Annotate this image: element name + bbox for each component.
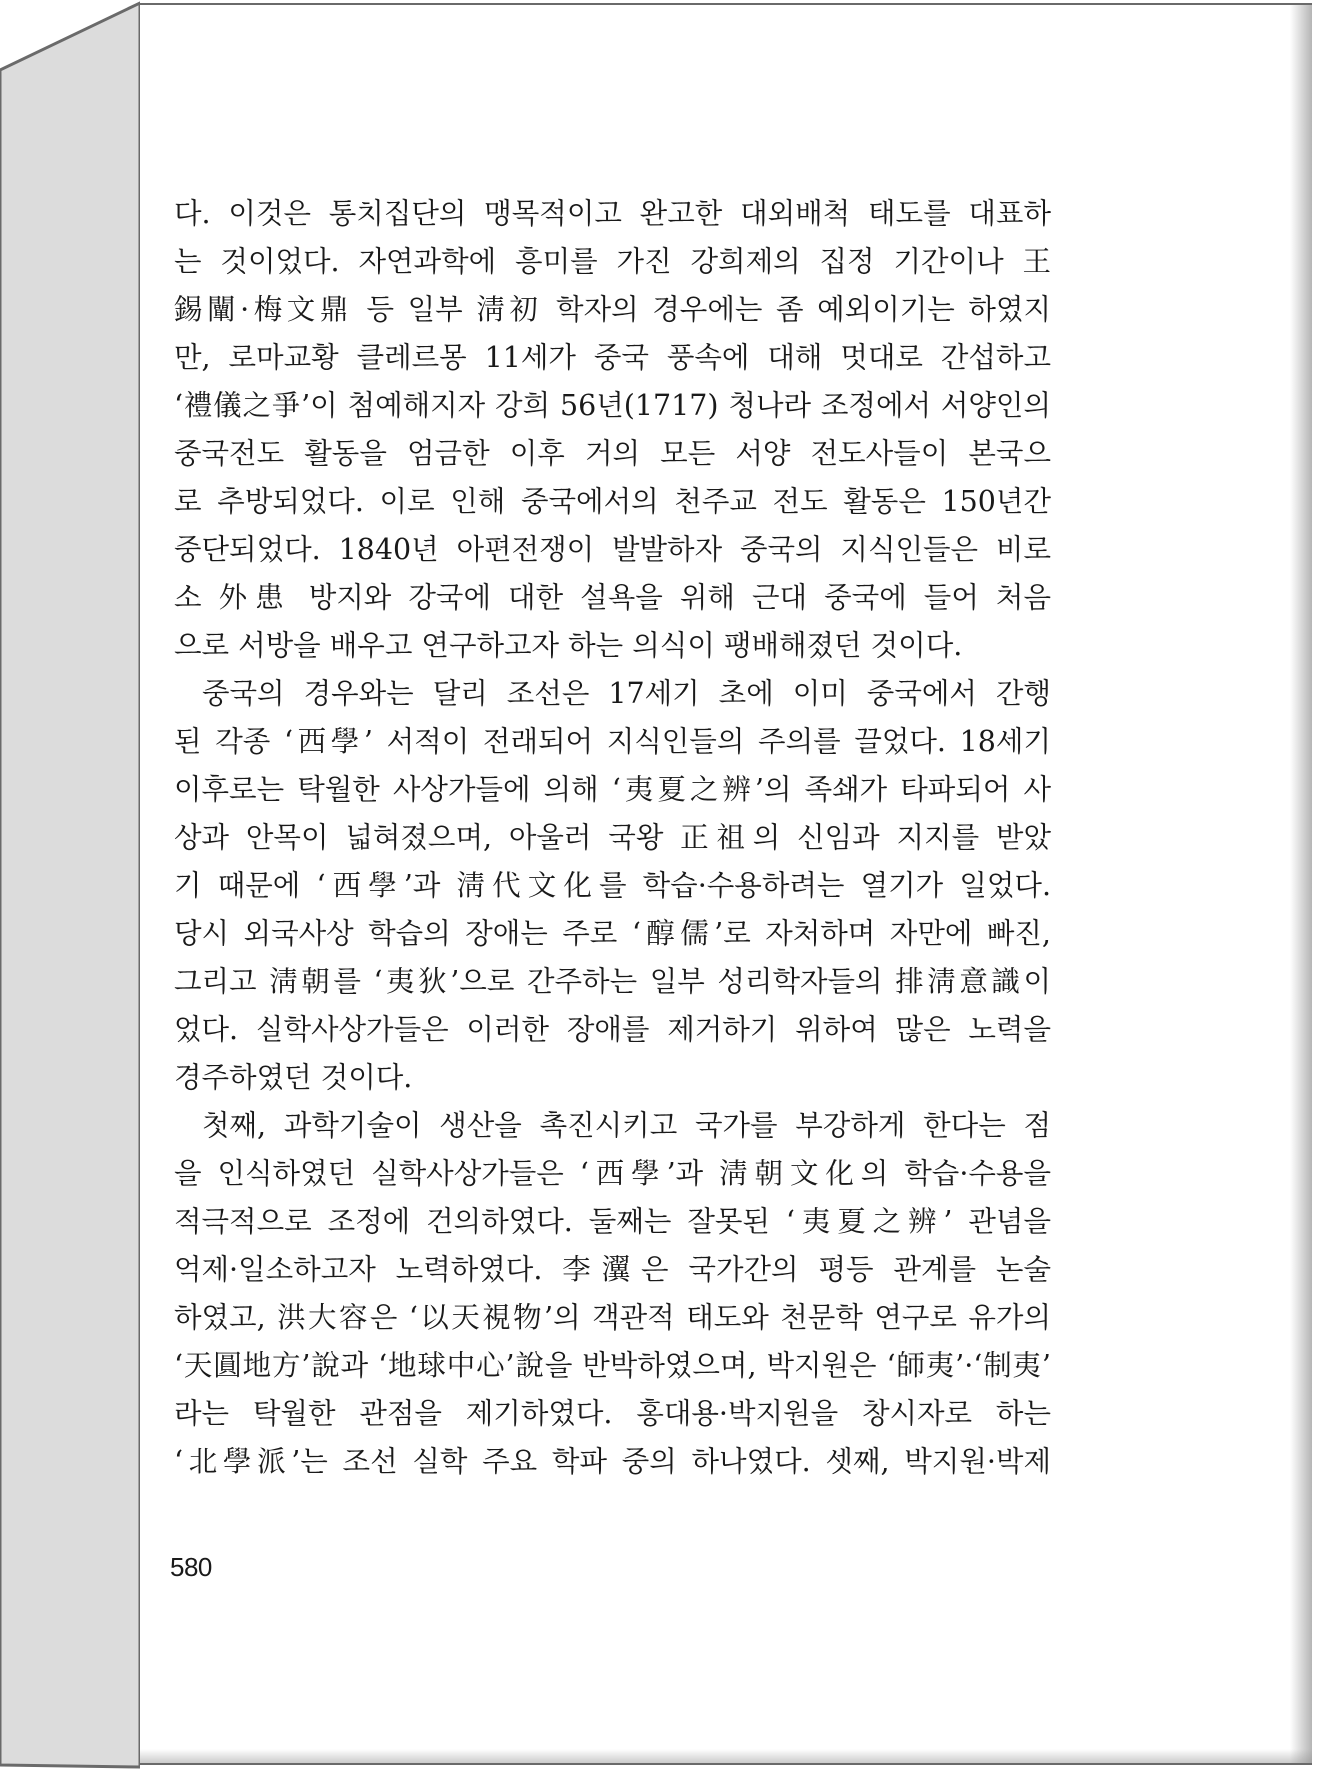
text-line: 중국전도 활동을 엄금한 이후 거의 모든 서양 전도사들이 본국으 xyxy=(174,437,1051,470)
text-line: ‘北學派’는 조선 실학 주요 학파 중의 하나였다. 셋째, 박지원·박제 xyxy=(174,1445,1051,1478)
text-line: 상과 안목이 넓혀졌으며, 아울러 국왕 正祖의 신임과 지지를 받았 xyxy=(174,821,1051,854)
text-line: 그리고 淸朝를 ‘夷狄’으로 간주하는 일부 성리학자들의 排淸意識이 xyxy=(174,965,1051,998)
text-line: 적극적으로 조정에 건의하였다. 둘째는 잘못된 ‘夷夏之辨’ 관념을 xyxy=(174,1205,1051,1238)
text-line: 다. 이것은 통치집단의 맹목적이고 완고한 대외배척 태도를 대표하 xyxy=(174,197,1051,230)
page-number: 580 xyxy=(170,1552,212,1582)
text-line: 하였고, 洪大容은 ‘以天視物’의 객관적 태도와 천문학 연구로 유가의 xyxy=(174,1301,1051,1334)
text-line: 경주하였던 것이다. xyxy=(174,1061,413,1094)
page-bottom-shadow xyxy=(140,1749,1312,1763)
text-line: 된 각종 ‘西學’ 서적이 전래되어 지식인들의 주의를 끌었다. 18세기 xyxy=(174,725,1051,758)
text-line: 이후로는 탁월한 사상가들에 의해 ‘夷夏之辨’의 족쇄가 타파되어 사 xyxy=(174,773,1051,806)
text-line: 첫째, 과학기술이 생산을 촉진시키고 국가를 부강하게 한다는 점 xyxy=(202,1109,1051,1142)
text-line: 당시 외국사상 학습의 장애는 주로 ‘醇儒’로 자처하며 자만에 빠진, xyxy=(174,917,1051,950)
text-line: ‘禮儀之爭’이 첨예해지자 강희 56년(1717) 청나라 조정에서 서양인의 xyxy=(174,389,1051,422)
text-line: 으로 서방을 배우고 연구하고자 하는 의식이 팽배해졌던 것이다. xyxy=(174,629,963,662)
text-line: 라는 탁월한 관점을 제기하였다. 홍대용·박지원을 창시자로 하는 xyxy=(174,1397,1051,1430)
text-line: 중국의 경우와는 달리 조선은 17세기 초에 이미 중국에서 간행 xyxy=(202,677,1051,710)
book-side-edge xyxy=(0,0,140,1773)
text-line: 는 것이었다. 자연과학에 흥미를 가진 강희제의 집정 기간이나 王 xyxy=(174,245,1051,278)
text-line: 로 추방되었다. 이로 인해 중국에서의 천주교 전도 활동은 150년간 xyxy=(174,485,1051,518)
body-text xyxy=(174,190,1051,1486)
text-line: 었다. 실학사상가들은 이러한 장애를 제거하기 위하여 많은 노력을 xyxy=(174,1013,1051,1046)
text-line: ‘天圓地方’說과 ‘地球中心’說을 반박하였으며, 박지원은 ‘師夷’·‘制夷’ xyxy=(174,1349,1051,1382)
text-line: 기 때문에 ‘西學’과 淸代文化를 학습·수용하려는 열기가 일었다. xyxy=(174,869,1051,902)
text-line: 소 外患 방지와 강국에 대한 설욕을 위해 근대 중국에 들어 처음 xyxy=(174,581,1051,614)
text-line: 錫闡·梅文鼎 등 일부 淸初 학자의 경우에는 좀 예외이기는 하였지 xyxy=(174,293,1051,326)
page-edge-shadow xyxy=(1290,5,1312,1763)
text-line: 을 인식하였던 실학사상가들은 ‘西學’과 淸朝文化의 학습·수용을 xyxy=(174,1157,1051,1190)
text-line: 중단되었다. 1840년 아편전쟁이 발발하자 중국의 지식인들은 비로 xyxy=(174,533,1051,566)
text-line: 만, 로마교황 클레르몽 11세가 중국 풍속에 대해 멋대로 간섭하고 xyxy=(174,341,1051,374)
text-line: 억제·일소하고자 노력하였다. 李瀷은 국가간의 평등 관계를 논술 xyxy=(174,1253,1051,1286)
